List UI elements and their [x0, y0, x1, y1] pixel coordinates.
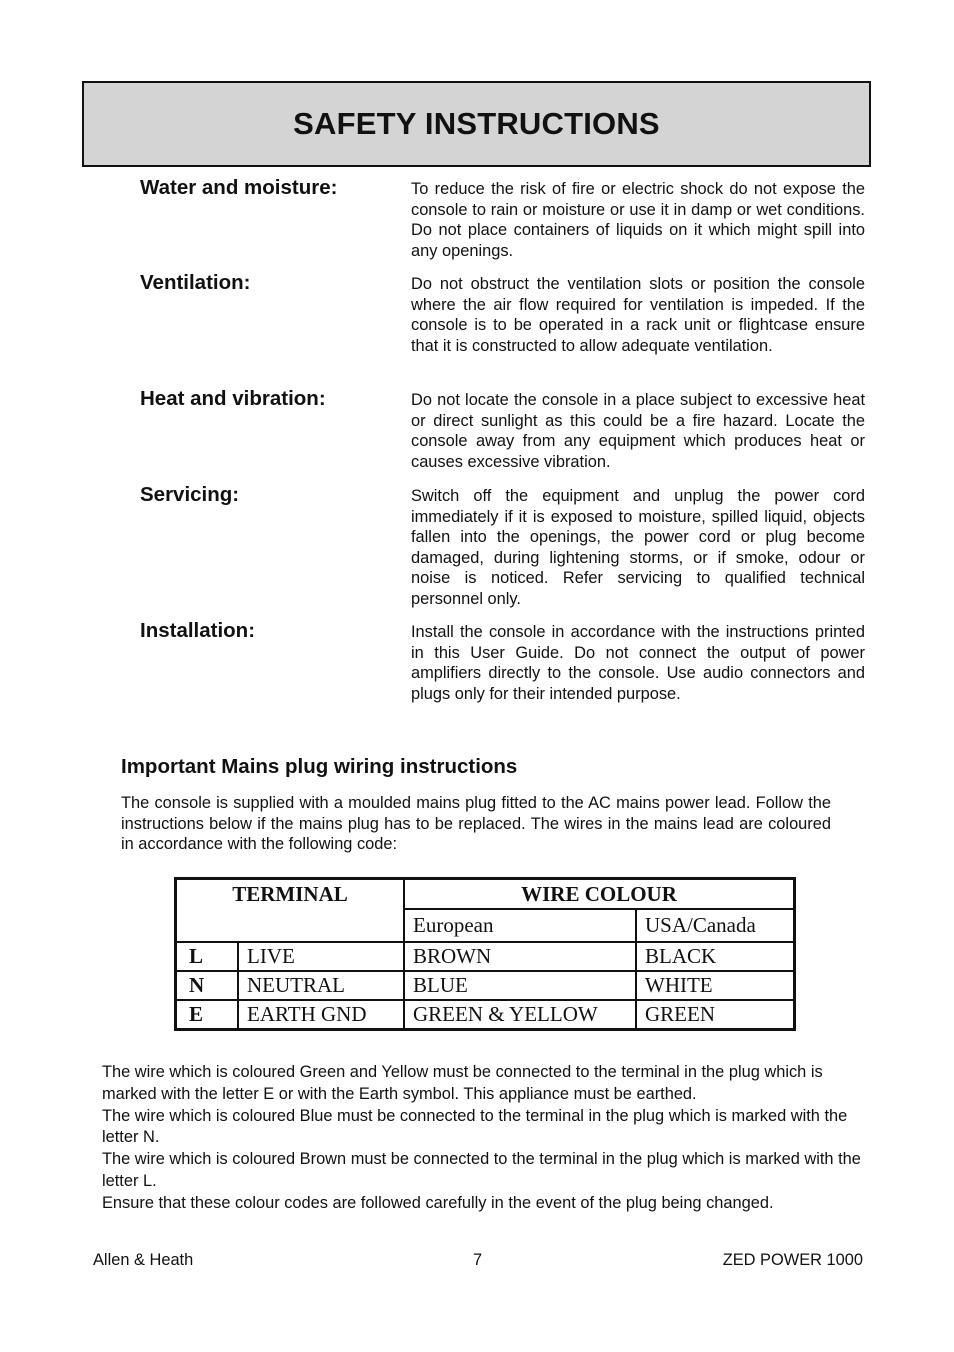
table-row [176, 1000, 795, 1030]
section-heading-ventilation: Ventilation: [140, 271, 251, 294]
wiring-notes [102, 1062, 872, 1215]
mains-title: Important Mains plug wiring instructions [121, 755, 518, 778]
section-body-water: To reduce the risk of fire or electric shock do not expose the console to rain or moisture or use it in damp or wet conditions. Do not place containers of liquids on it which might spill into any openings. [411, 180, 865, 260]
footer-product: ZED POWER 1000 [722, 1251, 863, 1269]
footer-page-number: 7 [473, 1251, 483, 1269]
table-row [176, 942, 795, 971]
note-ensure: Ensure that these colour codes are followed carefully in the event of the plug being changed. [102, 1193, 774, 1212]
european-colour: BLUE [404, 971, 636, 1000]
section-heading-installation: Installation: [140, 619, 256, 642]
usa-colour: WHITE [636, 971, 795, 1000]
footer-brand: Allen & Heath [93, 1251, 194, 1269]
terminal-header: TERMINAL [176, 879, 405, 943]
wiring-table [174, 877, 796, 1031]
terminal-letter: L [176, 942, 239, 971]
european-header: European [404, 909, 636, 942]
table-row [176, 971, 795, 1000]
european-colour: BROWN [404, 942, 636, 971]
section-heading-servicing: Servicing: [140, 483, 240, 506]
page-title: SAFETY INSTRUCTIONS [293, 106, 660, 141]
note-live: The wire which is coloured Brown must be connected to the terminal in the plug which is marked with the letter L. [102, 1150, 861, 1190]
usa-colour: BLACK [636, 942, 795, 971]
terminal-name: EARTH GND [238, 1000, 404, 1030]
usa-header: USA/Canada [636, 909, 795, 942]
section-body-servicing: Switch off the equipment and unplug the power cord immediately if it is exposed to moisture, spilled liquid, objects fallen into the openings, the power cord or plug become damaged, during lightening storms, or if smoke, odour or noise is noticed. Refer servicing to qualified technical personnel only. [411, 487, 865, 608]
terminal-letter: N [176, 971, 239, 1000]
european-colour: GREEN & YELLOW [404, 1000, 636, 1030]
mains-intro: The console is supplied with a moulded mains plug fitted to the AC mains power lead. Follow the instructions below if the mains plug has to be replaced. The wires in the mains lead are coloured in accordance with the following code: [121, 794, 831, 854]
section-body-heat: Do not locate the console in a place subject to excessive heat or direct sunlight as this could be a fire hazard. Locate the console away from any equipment which produces heat or causes excessive vibration. [411, 391, 865, 471]
section-body-ventilation: Do not obstruct the ventilation slots or position the console where the air flow required for ventilation is impeded. If the console is to be operated in a rack unit or flightcase ensure that it is constructed to allow adequate ventilation. [411, 275, 865, 355]
terminal-letter: E [176, 1000, 239, 1030]
section-body-installation: Install the console in accordance with the instructions printed in this User Guide. Do not connect the output of power amplifiers directly to the console. Use audio connectors and plugs only for their intended purpose. [411, 623, 865, 703]
wire-colour-header: WIRE COLOUR [404, 879, 795, 910]
terminal-name: LIVE [238, 942, 404, 971]
note-earth: The wire which is coloured Green and Yellow must be connected to the terminal in the plug which is marked with the letter E or with the Earth symbol. This appliance must be earthed. [102, 1063, 823, 1103]
terminal-name: NEUTRAL [238, 971, 404, 1000]
usa-colour: GREEN [636, 1000, 795, 1030]
section-heading-heat: Heat and vibration: [140, 387, 326, 410]
section-heading-water: Water and moisture: [140, 176, 338, 199]
note-neutral: The wire which is coloured Blue must be connected to the terminal in the plug which is marked with the letter N. [102, 1106, 848, 1147]
title-banner [82, 81, 871, 167]
